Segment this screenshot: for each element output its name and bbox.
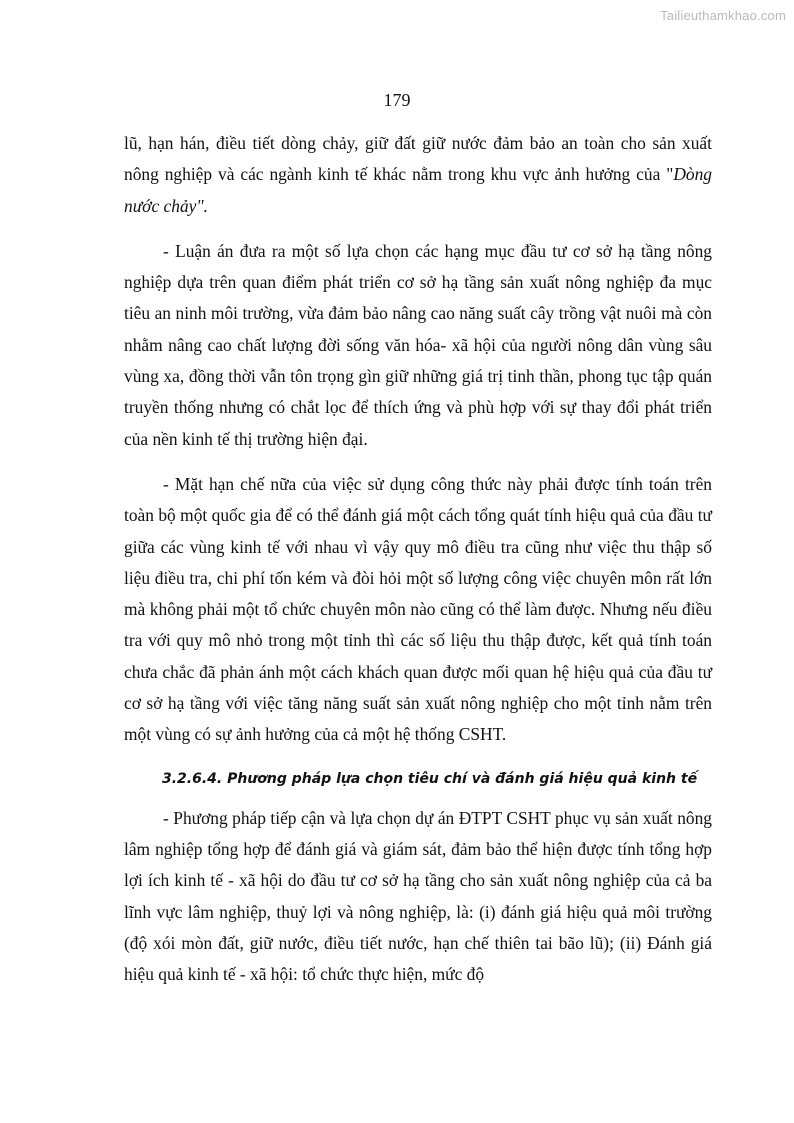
paragraph-limitations: - Mặt hạn chế nữa của việc sử dụng công thức này phải được tính toán trên toàn bộ một quốc gia để có thể đánh giá một cách tổng quát tính hiệu quả của đầu tư giữa các vùng kinh tế với nhau vì vậy quy mô điều tra cũng như việc thu thập số liệu điều tra, chi phí tốn kém và đòi hỏi một số lượng công việc chuyên môn rất lớn mà không phải một tổ chức chuyên môn nào cũng có thể làm được. Nhưng nếu điều tra với quy mô nhỏ trong một tỉnh thì các số liệu thu thập được, kết quả tính toán chưa chắc đã phản ánh một cách khách quan được mối quan hệ hiệu quả của đầu tư cơ sở hạ tầng với việc tăng năng suất sản xuất nông nghiệp cho một tỉnh nằm trên một vùng có sự ảnh hưởng của cả một hệ thống CSHT. <box>124 473 712 745</box>
paragraph-method: - Phương pháp tiếp cận và lựa chọn dự án ĐTPT CSHT phục vụ sản xuất nông lâm nghiệp tổng hợp để đánh giá và giám sát, đảm bảo thể hiện được tính tổng hợp lợi ích kinh tế - xã hội do đầu tư cơ sở hạ tầng cho sản xuất nông nghiệp của cả ba lĩnh vực lâm nghiệp, thuỷ lợi và nông nghiệp, là: (i) đánh giá hiệu quả môi trường (độ xói mòn đất, giữ nước, điều tiết nước, hạn chế thiên tai bão lũ); (ii) Đánh giá hiệu quả kinh tế - xã hội: tổ chức thực hiện, mức độ <box>124 807 712 985</box>
page-number: 179 <box>383 90 411 110</box>
document-body <box>124 128 712 1004</box>
paragraph-text: lũ, hạn hán, điều tiết dòng chảy, giữ đất giữ nước đảm bảo an toàn cho sản xuất nông nghiệp và các ngành kinh tế khác nằm trong khu vực ảnh hưởng của " <box>124 133 712 185</box>
paragraph-continuation <box>124 128 712 222</box>
quoted-title: Dòng nước chảy". <box>124 164 712 216</box>
section-heading: 3.2.6.4. Phương pháp lựa chọn tiêu chí và đánh giá hiệu quả kinh tế <box>162 770 698 787</box>
watermark: Tailieuthamkhao.com <box>660 8 786 23</box>
paragraph-infrastructure-options: - Luận án đưa ra một số lựa chọn các hạng mục đầu tư cơ sở hạ tầng nông nghiệp dựa trên quan điểm phát triển cơ sở hạ tầng sản xuất nông nghiệp đa mục tiêu an ninh môi trường, vừa đảm bảo nâng cao năng suất cây trồng vật nuôi mà còn nhằm nâng cao chất lượng đời sống văn hóa- xã hội của người nông dân vùng sâu vùng xa, đồng thời vẫn tôn trọng gìn giữ những giá trị tinh thần, phong tục tập quán truyền thống nhưng có chắt lọc để thích ứng và phù hợp với sự thay đổi phát triển của nền kinh tế thị trường hiện đại. <box>124 240 712 449</box>
